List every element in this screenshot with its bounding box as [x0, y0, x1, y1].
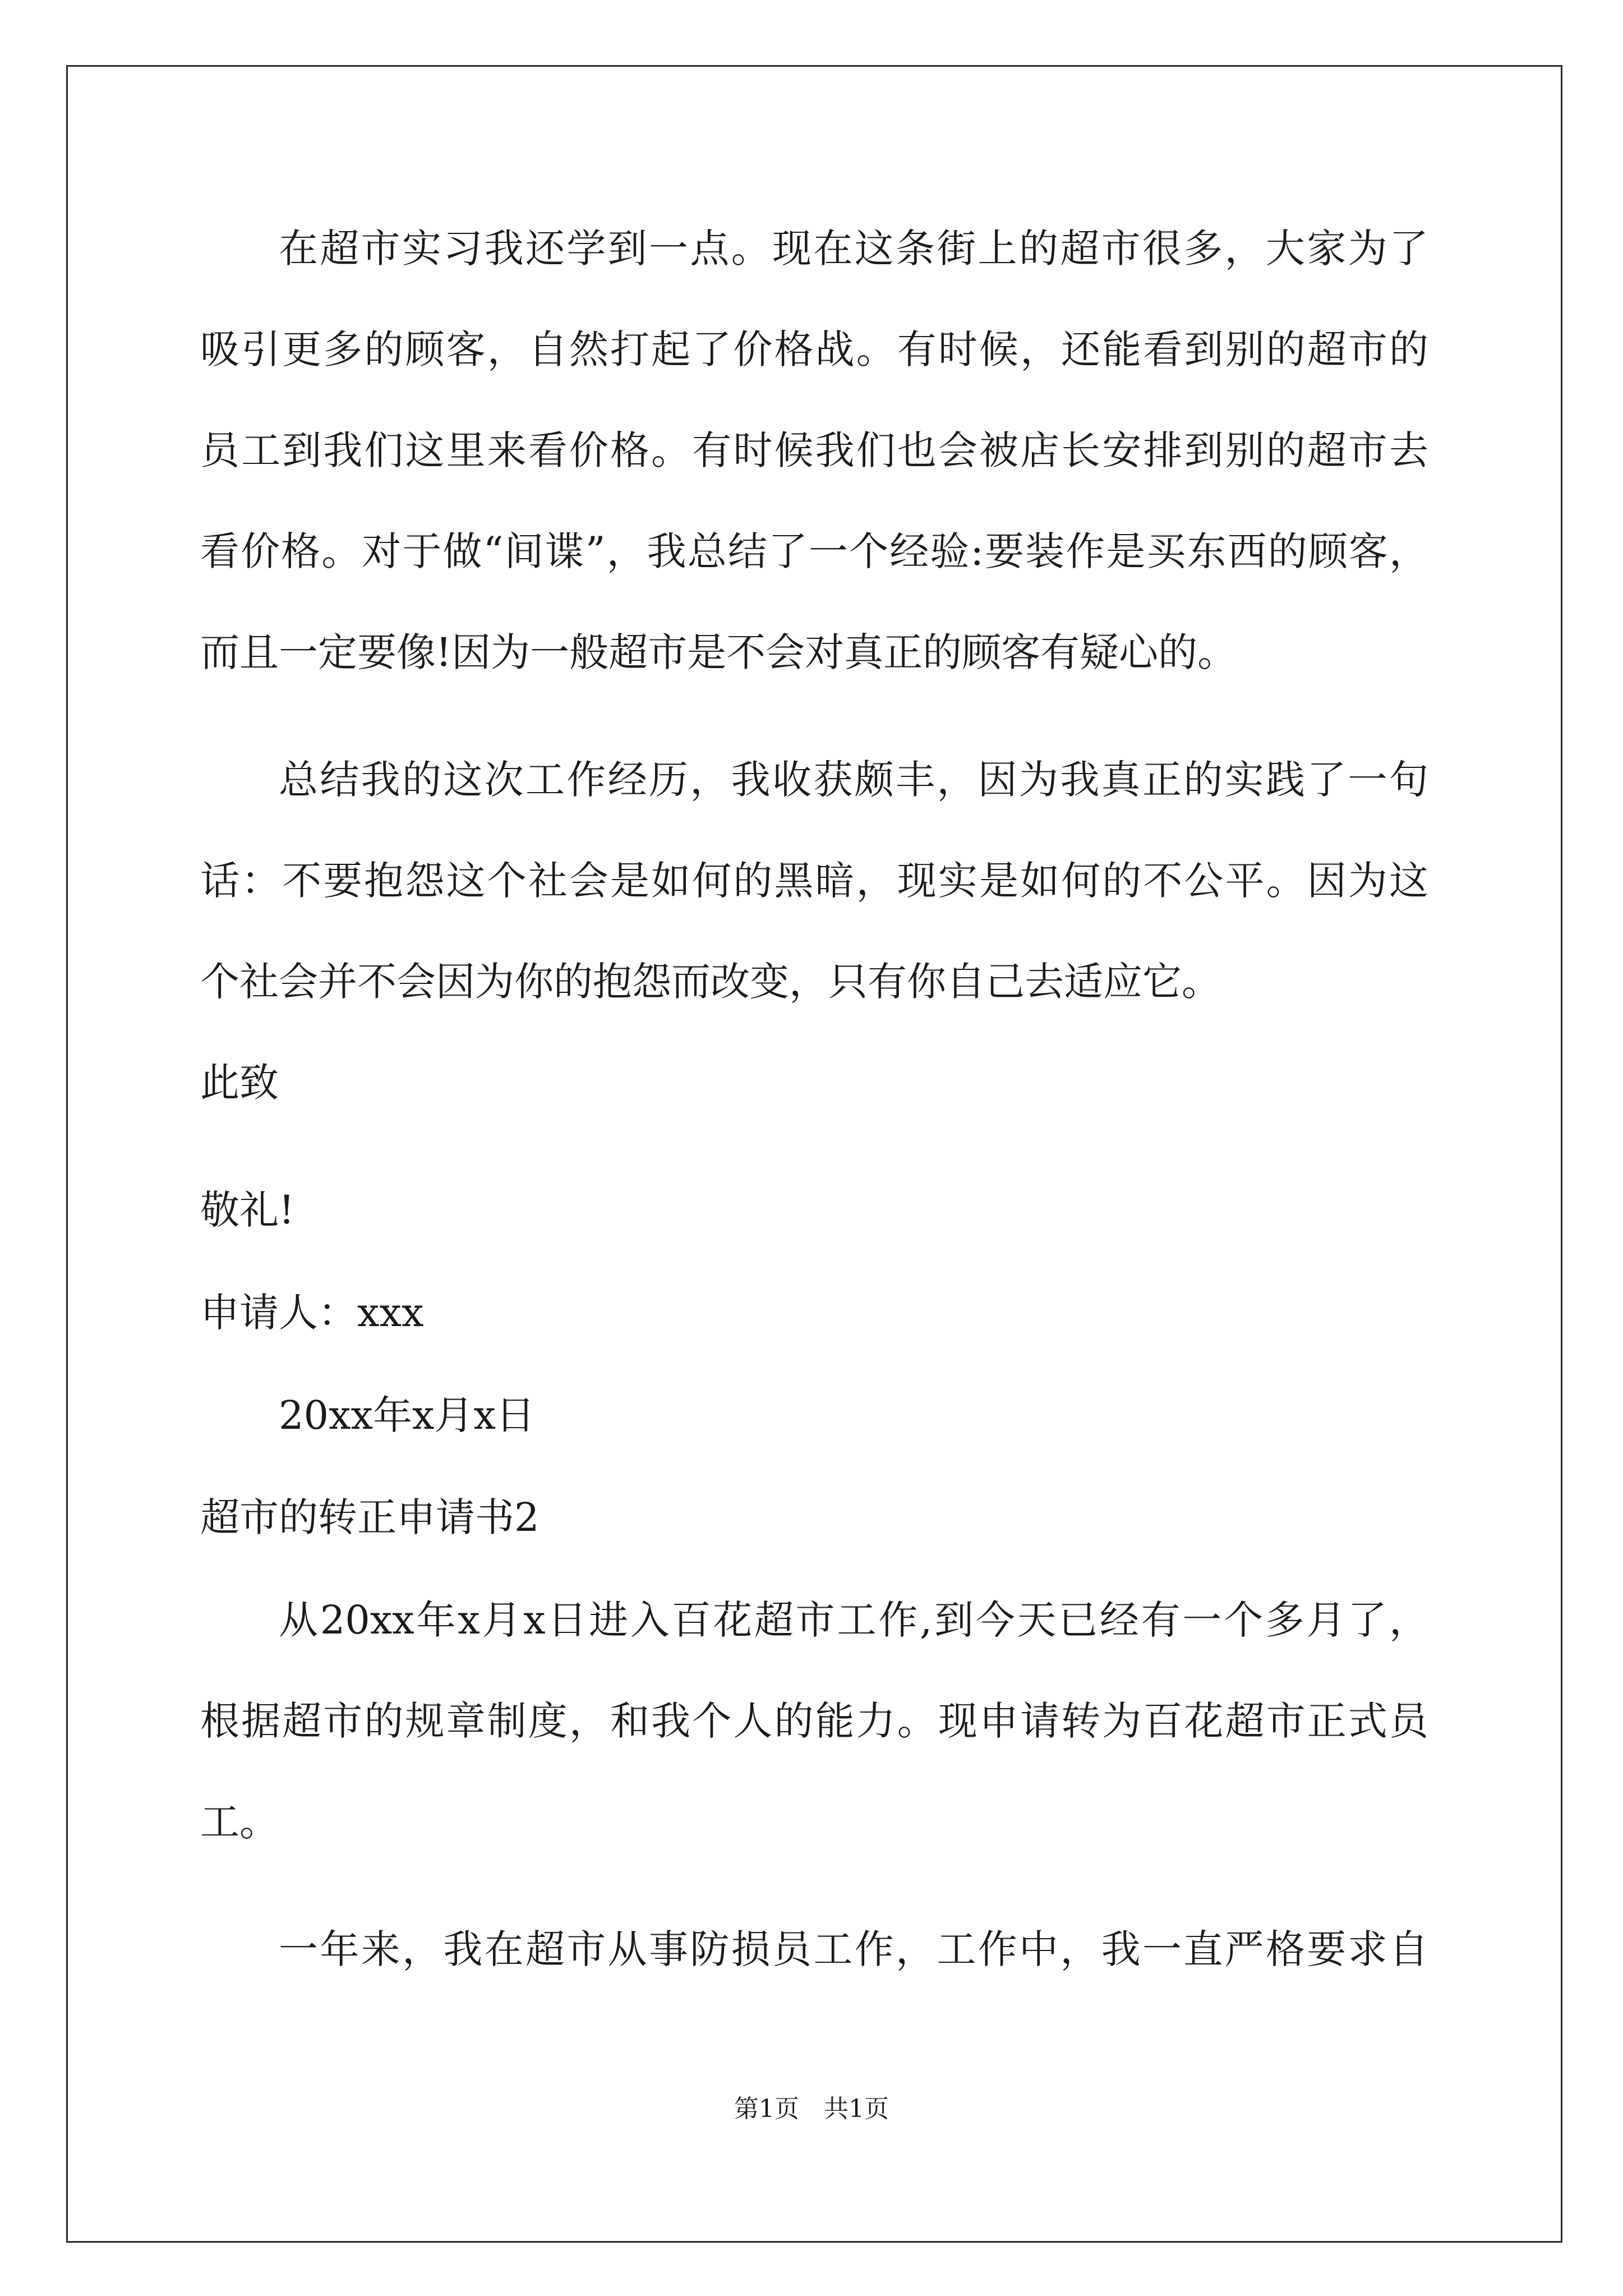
paragraph-1-line-2: 吸引更多的顾客，自然打起了价格战。有时候，还能看到别的超市的 — [200, 326, 1428, 372]
paragraph-1-line-5: 而且一定要像!因为一般超市是不会对真正的顾客有疑心的。 — [200, 629, 1237, 675]
section-title: 超市的转正申请书2 — [200, 1494, 540, 1540]
closing-salutation: 此致 — [200, 1060, 279, 1106]
paragraph-1-line-4: 看价格。对于做“间谍”，我总结了一个经验:要装作是买东西的顾客， — [200, 528, 1428, 574]
date-line: 20xx年x月x日 — [279, 1392, 535, 1438]
paragraph-2-line-3: 个社会并不会因为你的抱怨而改变，只有你自己去适应它。 — [200, 959, 1221, 1005]
paragraph-1-line-1: 在超市实习我还学到一点。现在这条街上的超市很多，大家为了 — [279, 226, 1428, 272]
applicant-line: 申请人：xxx — [200, 1290, 424, 1336]
closing-respect: 敬礼! — [200, 1187, 295, 1233]
paragraph-2-line-2: 话：不要抱怨这个社会是如何的黑暗，现实是如何的不公平。因为这 — [200, 858, 1428, 904]
paragraph-4-line-1: 一年来，我在超市从事防损员工作，工作中，我一直严格要求自 — [279, 1926, 1428, 1972]
page-footer: 第1页 共1页 — [734, 2095, 889, 2123]
paragraph-1-line-3: 员工到我们这里来看价格。有时候我们也会被店长安排到别的超市去 — [200, 427, 1428, 473]
paragraph-3-line-2: 根据超市的规章制度，和我个人的能力。现申请转为百花超市正式员 — [200, 1698, 1428, 1744]
page-border — [66, 65, 1562, 2243]
paragraph-3-line-1: 从20xx年x月x日进入百花超市工作,到今天已经有一个多月了， — [279, 1597, 1428, 1643]
paragraph-2-line-1: 总结我的这次工作经历，我收获颇丰，因为我真正的实践了一句 — [279, 757, 1428, 803]
paragraph-3-line-3: 工。 — [200, 1799, 279, 1845]
